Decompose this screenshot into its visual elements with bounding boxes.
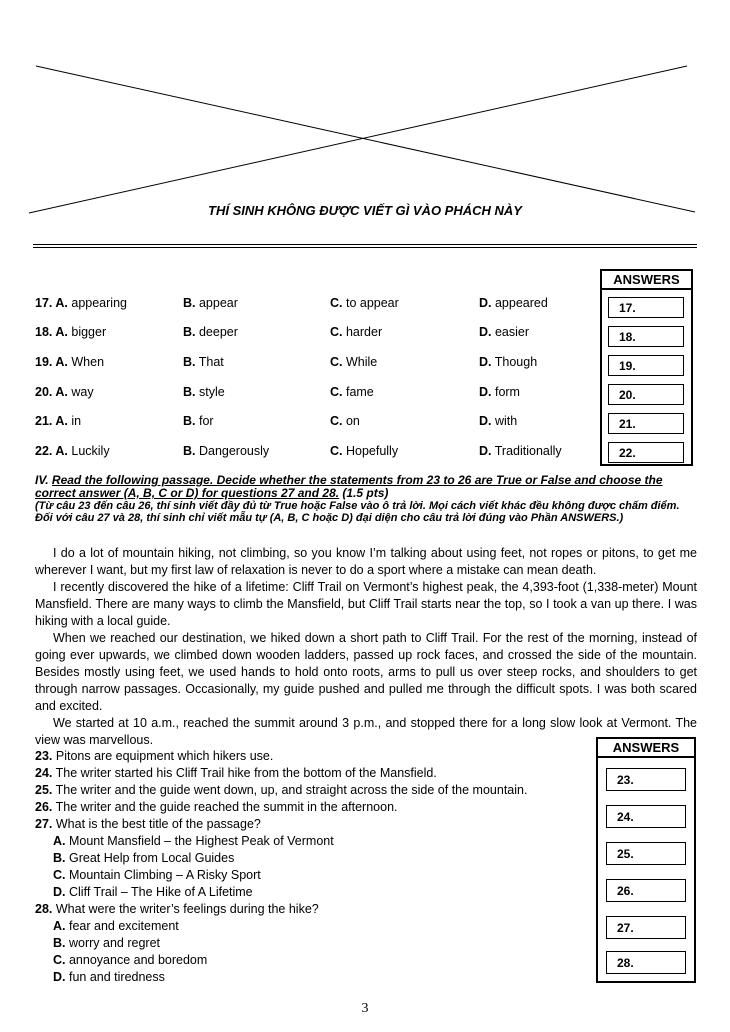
q27-option-d: D. Cliff Trail – The Hike of A Lifetime xyxy=(53,885,253,899)
answer-box[interactable]: 26. xyxy=(606,879,686,902)
cross-line-1 xyxy=(36,66,695,212)
answers-title: ANSWERS xyxy=(602,271,691,290)
option-b: B. deeper xyxy=(183,325,238,339)
option-d: D. Traditionally xyxy=(479,444,562,458)
section-instruction xyxy=(35,474,697,524)
mcq-row xyxy=(35,325,595,341)
answer-box[interactable]: 23. xyxy=(606,768,686,791)
option-d: D. form xyxy=(479,385,520,399)
divider-line xyxy=(33,247,697,248)
mcq-row xyxy=(35,444,595,460)
answer-box[interactable]: 22. xyxy=(608,442,684,463)
points: (1.5 pts) xyxy=(342,486,389,500)
option-b: B. Dangerously xyxy=(183,444,270,458)
option-d: D. easier xyxy=(479,325,530,339)
q28-option-b: B. worry and regret xyxy=(53,936,160,950)
cross-out-lines xyxy=(0,0,730,260)
mcq-row xyxy=(35,414,595,430)
option-a: 18. A. bigger xyxy=(35,325,107,339)
no-write-notice: THÍ SINH KHÔNG ĐƯỢC VIẾT GÌ VÀO PHÁCH NÀY xyxy=(208,203,522,218)
answer-box[interactable]: 18. xyxy=(608,326,684,347)
option-b: B. for xyxy=(183,414,214,428)
question-28: 28. What were the writer’s feelings during the hike? xyxy=(35,902,319,916)
question-27: 27. What is the best title of the passage? xyxy=(35,817,261,831)
option-a: 19. A. When xyxy=(35,355,105,369)
page-number: 3 xyxy=(361,1001,369,1016)
answer-box[interactable]: 20. xyxy=(608,384,684,405)
option-b: B. appear xyxy=(183,296,238,310)
option-c: C. While xyxy=(330,355,378,369)
q27-option-a: A. Mount Mansfield – the Highest Peak of Vermont xyxy=(53,834,334,848)
option-b: B. style xyxy=(183,385,225,399)
paragraph: I recently discovered the hike of a lifetime: Cliff Trail on Vermont’s highest peak, the 4,393-foot (1,338-meter) Mount Mansfield. There are many ways to climb the Mansfield, but Cliff Trail starts near the top, so I took a van up there. I was hiking with a local guide. xyxy=(35,580,697,628)
statement-23: 23. Pitons are equipment which hikers use. xyxy=(35,749,274,763)
mcq-row xyxy=(35,355,595,371)
answer-box[interactable]: 27. xyxy=(606,916,686,939)
mcq-row xyxy=(35,385,595,401)
answer-box[interactable]: 17. xyxy=(608,297,684,318)
paragraph: When we reached our destination, we hiked down a short path to Cliff Trail. For the rest of the morning, instead of going ever upwards, we climbed down wooden ladders, passed up rock faces, and crossed the side of the mountain. Besides mostly using feet, we used hands to hold onto roots, arms to pull us over steep rocks, and shoulders to get through narrow passages. Occasionally, my guide pushed and pulled me through the difficult spots. I was both scared and excited. xyxy=(35,631,697,713)
statement-25: 25. The writer and the guide went down, up, and straight across the side of the mountain. xyxy=(35,783,528,797)
option-a: 17. A. appearing xyxy=(35,296,127,310)
answer-box[interactable]: 21. xyxy=(608,413,684,434)
option-c: C. fame xyxy=(330,385,374,399)
answer-box[interactable]: 24. xyxy=(606,805,686,828)
q28-option-c: C. annoyance and boredom xyxy=(53,953,208,967)
paragraph: I do a lot of mountain hiking, not climbing, so you know I’m talking about using feet, not ropes or pitons, to get me wherever I want, but my first law of relaxation is never to do a sport where a mistake can mean death. xyxy=(35,546,697,577)
reading-passage xyxy=(35,545,697,749)
instruction-text: Read the following passage. Decide whether the statements from 23 to 26 are True or False and choose the correct answer (A, B, C or D) for questions 27 and 28. xyxy=(35,473,663,500)
answer-box[interactable]: 28. xyxy=(606,951,686,974)
statement-24: 24. The writer started his Cliff Trail hike from the bottom of the Mansfield. xyxy=(35,766,437,780)
vietnamese-note: (Từ câu 23 đến câu 26, thí sinh viết đầy đủ từ True hoặc False vào ô trả lời. Mọi cách viết khác đều không được chấm điểm. Đối với câu 27 và 28, thí sinh chỉ viết mẫu tự (A, B, C hoặc D) đại diện cho câu trả lời đúng vào Phần ANSWERS.) xyxy=(35,500,680,524)
paragraph: We started at 10 a.m., reached the summit around 3 p.m., and stopped there for a long slow look at Vermont. The view was marvellous. xyxy=(35,716,697,747)
q28-option-d: D. fun and tiredness xyxy=(53,970,165,984)
q27-option-c: C. Mountain Climbing – A Risky Sport xyxy=(53,868,261,882)
mcq-row xyxy=(35,296,595,312)
statement-26: 26. The writer and the guide reached the summit in the afternoon. xyxy=(35,800,398,814)
answer-box[interactable]: 19. xyxy=(608,355,684,376)
cross-line-2 xyxy=(29,66,687,213)
option-c: C. harder xyxy=(330,325,383,339)
section-label: IV. xyxy=(35,473,49,487)
answer-box[interactable]: 25. xyxy=(606,842,686,865)
option-a: 22. A. Luckily xyxy=(35,444,110,458)
option-d: D. appeared xyxy=(479,296,548,310)
q27-option-b: B. Great Help from Local Guides xyxy=(53,851,235,865)
answers-title: ANSWERS xyxy=(598,739,694,758)
option-c: C. Hopefully xyxy=(330,444,399,458)
option-a: 20. A. way xyxy=(35,385,94,399)
q28-option-a: A. fear and excitement xyxy=(53,919,179,933)
option-d: D. with xyxy=(479,414,518,428)
option-d: D. Though xyxy=(479,355,538,369)
option-c: C. on xyxy=(330,414,360,428)
divider-line xyxy=(33,244,697,245)
option-b: B. That xyxy=(183,355,224,369)
option-c: C. to appear xyxy=(330,296,399,310)
option-a: 21. A. in xyxy=(35,414,82,428)
